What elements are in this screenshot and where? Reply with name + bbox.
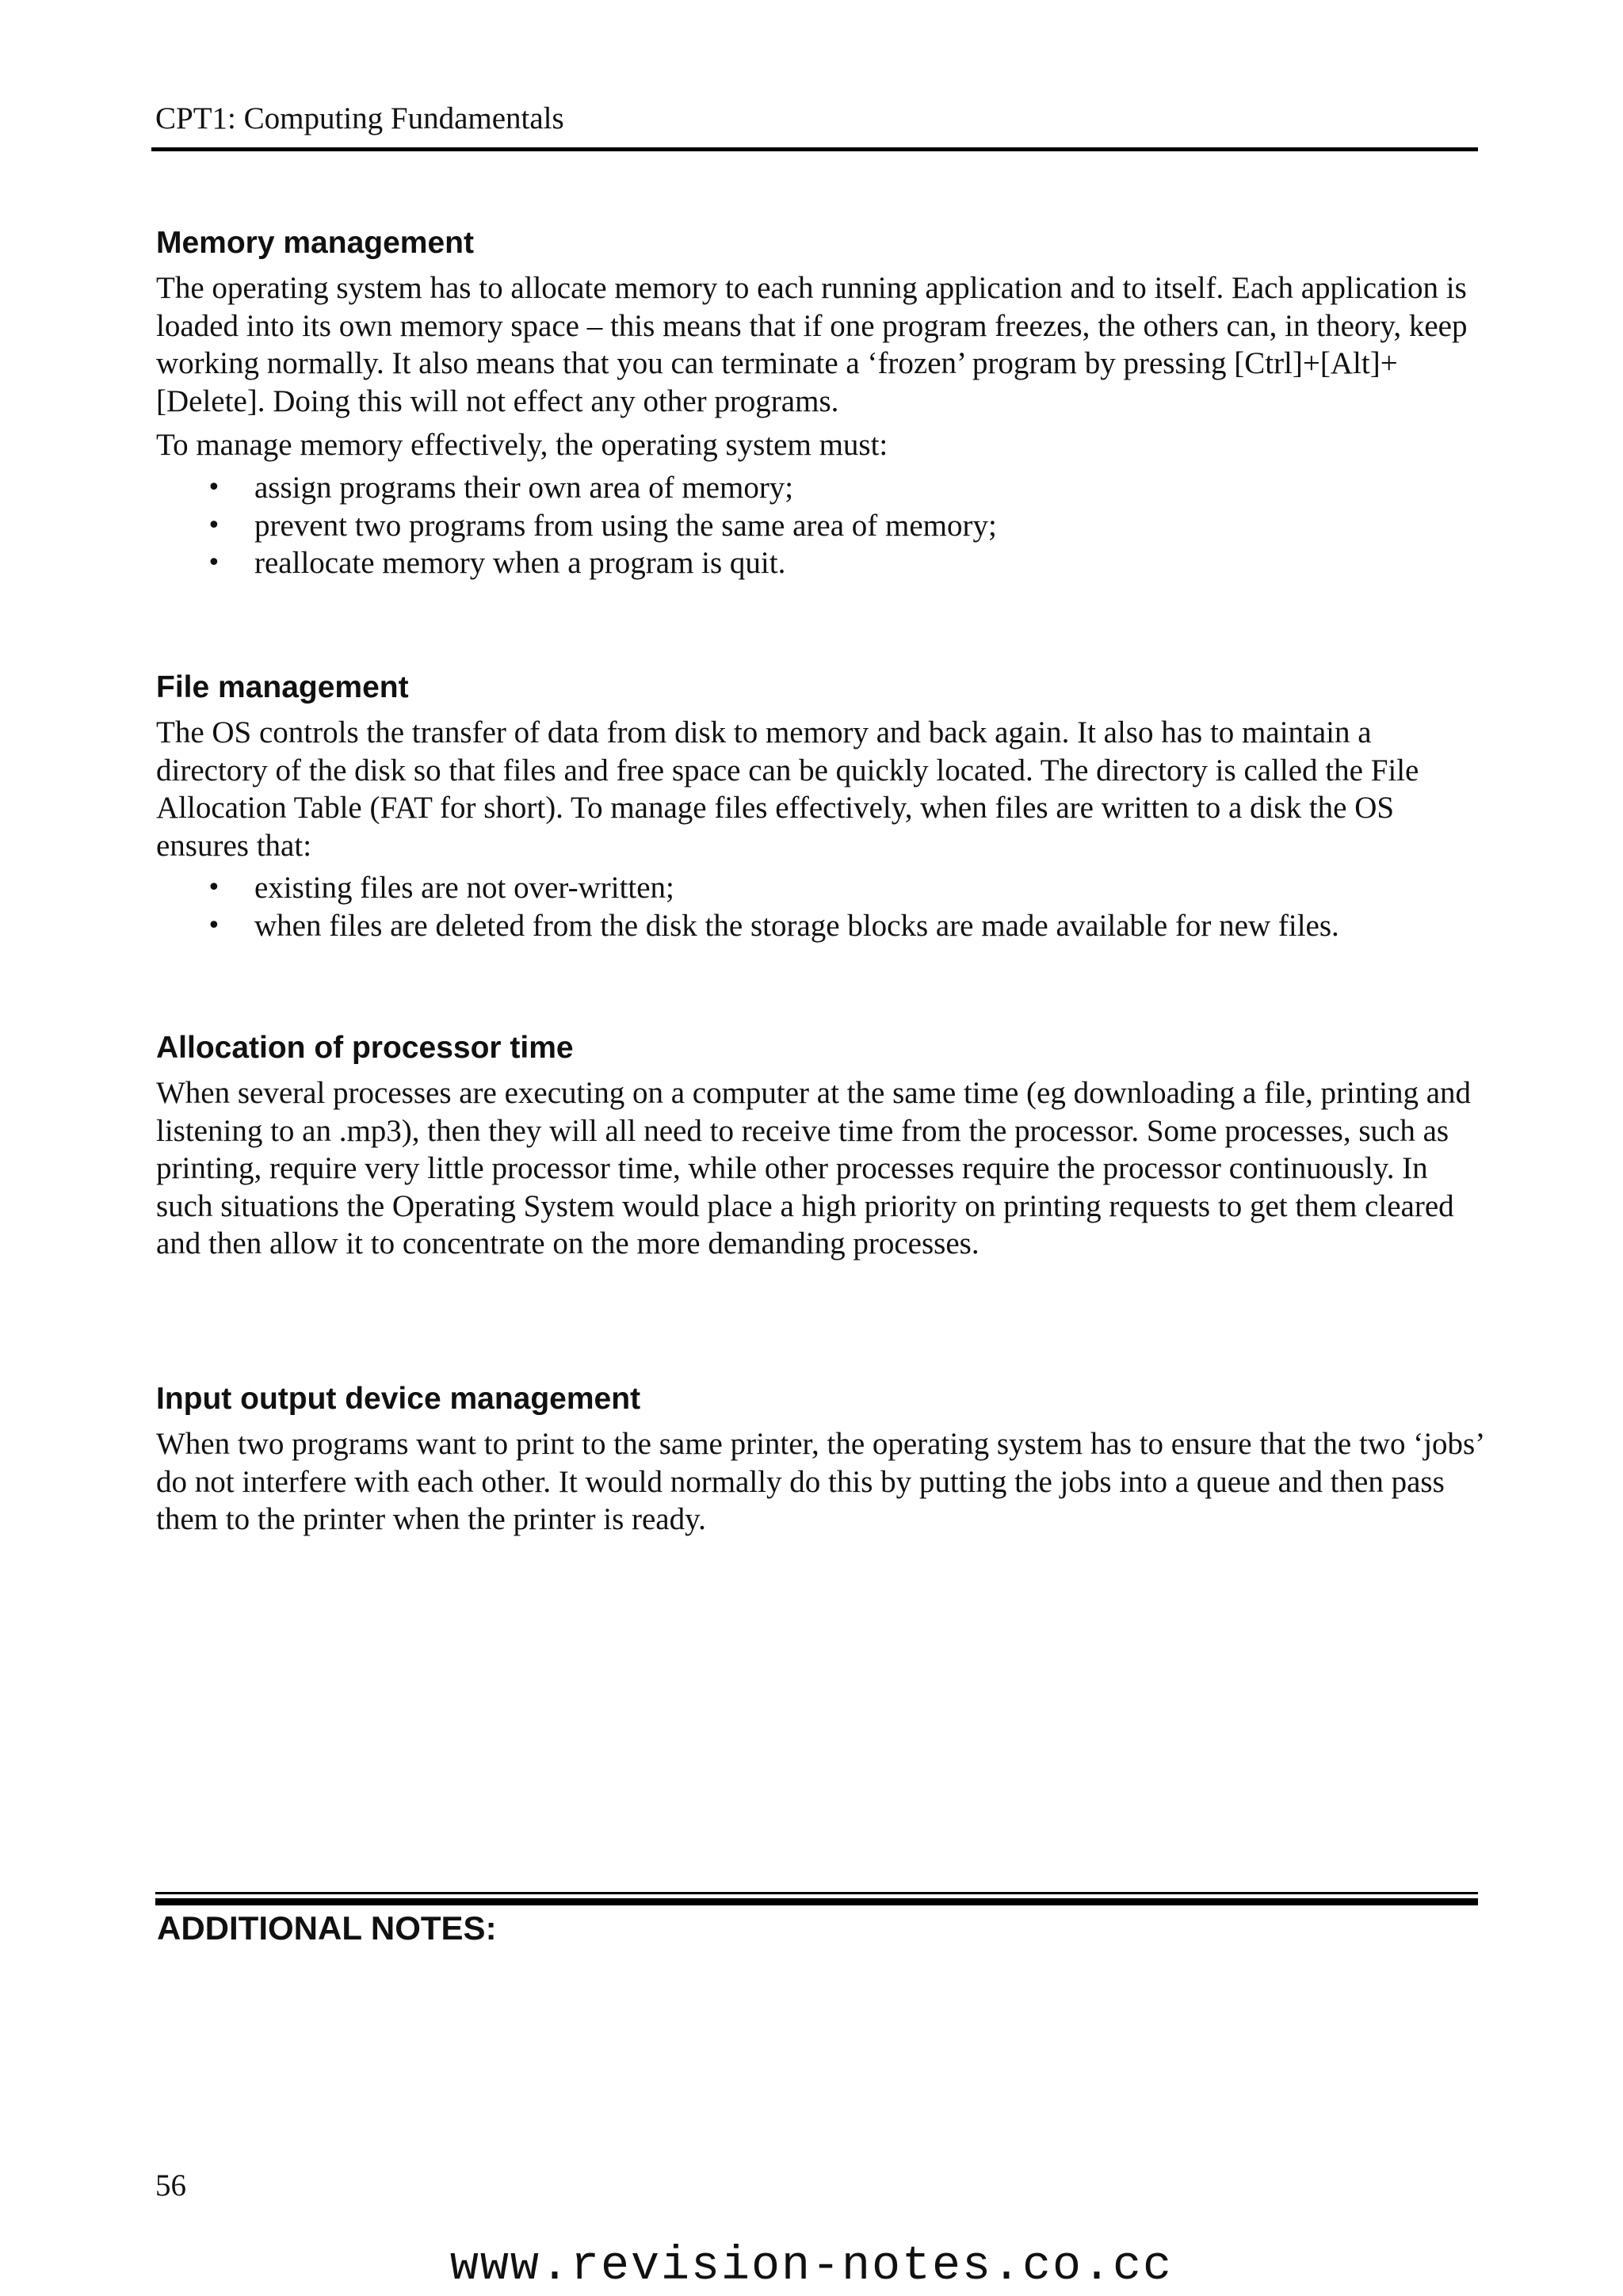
running-header: CPT1: Computing Fundamentals (155, 101, 564, 135)
list-item-text: reallocate memory when a program is quit. (254, 546, 786, 581)
bullet-icon: • (207, 911, 221, 940)
body-paragraph: The OS controls the transfer of data from disk to memory and back again. It also has to maintain a directory of the disk so that files and free space can be quickly located. The directory is called the File Allocation Table (FAT for short). To manage files effectively, when files are written to a disk the OS ensures that: (156, 715, 1419, 863)
list-item (156, 544, 1487, 582)
list-item-text: prevent two programs from using the same area of memory; (254, 508, 997, 543)
bullet-icon: • (207, 511, 221, 540)
bullet-icon: • (207, 473, 221, 502)
list-item (156, 869, 1487, 907)
list-item-text: assign programs their own area of memory; (254, 470, 794, 505)
section-heading: Allocation of processor time (156, 1031, 574, 1065)
bullet-list (156, 469, 1487, 582)
body-paragraph: To manage memory effectively, the operating system must: (156, 428, 888, 463)
list-item (156, 907, 1487, 945)
list-item (156, 469, 1487, 507)
section-memory-management (156, 223, 1487, 582)
notes-rule-thick (155, 1898, 1478, 1905)
page-number: 56 (155, 2168, 186, 2203)
bullet-list (156, 869, 1487, 944)
section-heading: Memory management (156, 226, 474, 260)
section-heading: File management (156, 670, 409, 704)
list-item (156, 507, 1487, 545)
additional-notes-heading: ADDITIONAL NOTES: (157, 1909, 497, 1947)
section-heading: Input output device management (156, 1382, 641, 1416)
section-processor-time (156, 1028, 1487, 1263)
body-paragraph: The operating system has to allocate memory to each running application and to itself. Each application is loaded into its own memory space – this means that if one program freezes, the others can, in theory, keep working normally. It also means that you can terminate a ‘frozen’ program by pressing [Ctrl]+[Alt]+[Delete]. Doing this will not effect any other programs. (156, 271, 1468, 418)
bullet-icon: • (207, 549, 221, 578)
header-rule (151, 147, 1478, 151)
footer-url: www.revision-notes.co.cc (449, 2240, 1174, 2294)
list-item-text: when files are deleted from the disk the storage blocks are made available for new files. (254, 908, 1339, 943)
bullet-icon: • (207, 874, 221, 902)
section-file-management (156, 668, 1487, 945)
notes-rule-thin (155, 1892, 1478, 1894)
list-item-text: existing files are not over-written; (254, 871, 674, 906)
section-io-device-management (156, 1379, 1487, 1539)
body-paragraph: When two programs want to print to the same printer, the operating system has to ensure that the two ‘jobs’ do not interfere with each other. It would normally do this by putting the jobs into a queue and then pass them to the printer when the printer is ready. (156, 1427, 1484, 1537)
body-paragraph: When several processes are executing on a computer at the same time (eg downloading a file, printing and listening to an .mp3), then they will all need to receive time from the processor. Some processes, such as printing, require very little processor time, while other processes require the processor continuously. In such situations the Operating System would place a high priority on printing requests to get them cleared and then allow it to concentrate on the more demanding processes. (156, 1076, 1472, 1261)
